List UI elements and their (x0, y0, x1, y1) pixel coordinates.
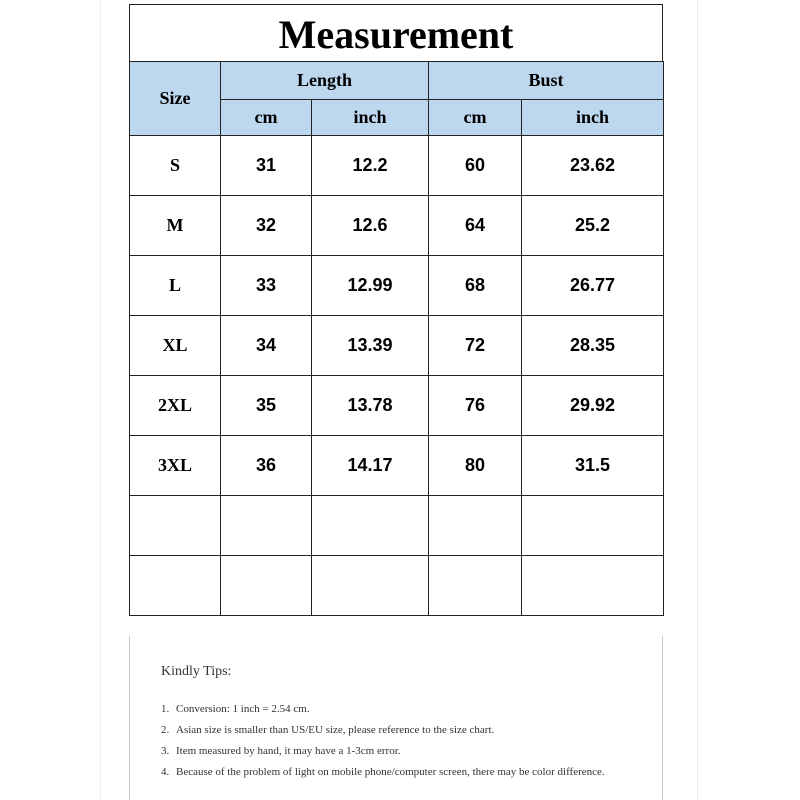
length-inch-cell: 12.6 (312, 196, 429, 256)
table-row (130, 436, 664, 496)
bust-cm-cell: 76 (429, 376, 522, 436)
length-cm-header: cm (221, 100, 312, 136)
size-cell: M (130, 196, 221, 256)
tips-title: Kindly Tips: (161, 664, 232, 679)
length-inch-cell: 14.17 (312, 436, 429, 496)
bust-inch-cell: 28.35 (522, 316, 664, 376)
length-inch-cell: 13.39 (312, 316, 429, 376)
bust-inch-cell: 23.62 (522, 136, 664, 196)
page-edge-left (100, 0, 101, 800)
bust-inch-cell: 31.5 (522, 436, 664, 496)
tip-item (161, 762, 631, 783)
tip-number: 1. (161, 703, 170, 715)
bust-cm-cell: 72 (429, 316, 522, 376)
size-cell: XL (130, 316, 221, 376)
chart-title: Measurement (129, 4, 663, 61)
bust-cm-cell: 64 (429, 196, 522, 256)
tip-text: Because of the problem of light on mobile phone/computer screen, there may be color difference. (176, 766, 605, 778)
table-row (130, 316, 664, 376)
tips-list (161, 699, 631, 783)
empty-cell (522, 556, 664, 616)
size-header: Size (130, 62, 221, 136)
size-cell: L (130, 256, 221, 316)
length-inch-cell: 13.78 (312, 376, 429, 436)
tip-number: 3. (161, 745, 170, 757)
kindly-tips (129, 636, 663, 800)
empty-cell (221, 556, 312, 616)
bust-cm-cell: 60 (429, 136, 522, 196)
size-cell: 3XL (130, 436, 221, 496)
bust-inch-cell: 26.77 (522, 256, 664, 316)
bust-cm-cell: 68 (429, 256, 522, 316)
bust-inch-cell: 25.2 (522, 196, 664, 256)
length-cm-cell: 32 (221, 196, 312, 256)
table-row (130, 196, 664, 256)
tip-text: Item measured by hand, it may have a 1-3cm error. (176, 745, 401, 757)
length-inch-cell: 12.99 (312, 256, 429, 316)
empty-cell (522, 496, 664, 556)
length-cm-cell: 34 (221, 316, 312, 376)
table-row (130, 256, 664, 316)
tip-item (161, 720, 631, 741)
length-header: Length (221, 62, 429, 100)
empty-cell (429, 496, 522, 556)
bust-inch-cell: 29.92 (522, 376, 664, 436)
table-row (130, 136, 664, 196)
length-cm-cell: 31 (221, 136, 312, 196)
length-inch-cell: 12.2 (312, 136, 429, 196)
bust-inch-header: inch (522, 100, 664, 136)
page-edge-right (697, 0, 698, 800)
length-inch-header: inch (312, 100, 429, 136)
bust-cm-cell: 80 (429, 436, 522, 496)
empty-cell (312, 556, 429, 616)
length-cm-cell: 33 (221, 256, 312, 316)
tip-text: Asian size is smaller than US/EU size, please reference to the size chart. (176, 724, 495, 736)
empty-cell (130, 556, 221, 616)
tip-item (161, 699, 631, 720)
bust-header: Bust (429, 62, 664, 100)
empty-cell (130, 496, 221, 556)
size-table (129, 61, 664, 616)
tip-number: 2. (161, 724, 170, 736)
bust-cm-header: cm (429, 100, 522, 136)
size-chart-sheet (129, 4, 663, 800)
empty-cell (221, 496, 312, 556)
table-row (130, 376, 664, 436)
tip-text: Conversion: 1 inch = 2.54 cm. (176, 703, 310, 715)
length-cm-cell: 35 (221, 376, 312, 436)
length-cm-cell: 36 (221, 436, 312, 496)
tip-item (161, 741, 631, 762)
empty-cell (429, 556, 522, 616)
size-cell: 2XL (130, 376, 221, 436)
size-cell: S (130, 136, 221, 196)
empty-row (130, 496, 664, 556)
empty-cell (312, 496, 429, 556)
empty-row (130, 556, 664, 616)
tip-number: 4. (161, 766, 170, 778)
